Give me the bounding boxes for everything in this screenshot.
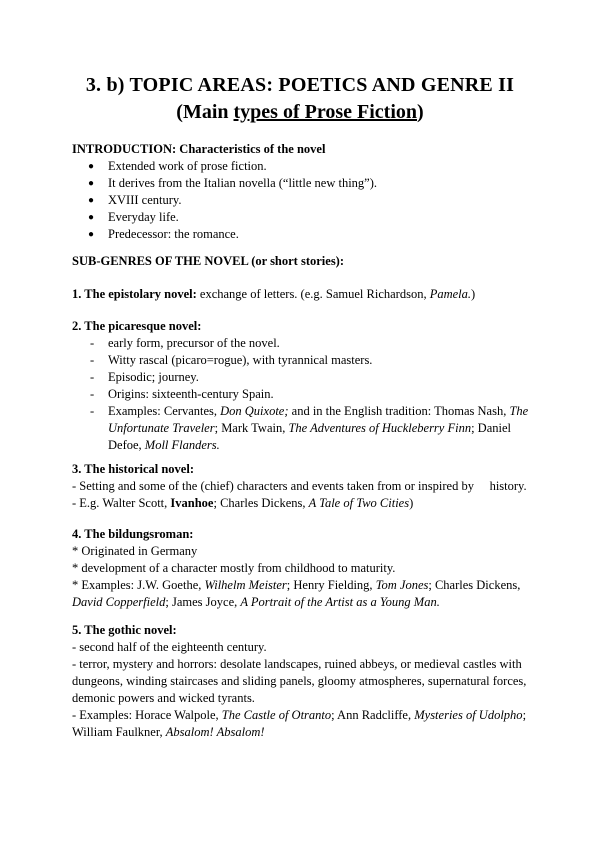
list-item: - Origins: sixteenth-century Spain. bbox=[72, 386, 528, 403]
gothic-line-2: - terror, mystery and horrors: desolate landscapes, ruined abbeys, or medieval castles with bbox=[72, 657, 522, 671]
bildungsroman-line-2: * development of a character mostly from childhood to maturity. bbox=[72, 561, 396, 575]
bildungsroman-section bbox=[72, 526, 528, 611]
examples-line-2 bbox=[108, 420, 528, 437]
list-item: ● Everyday life. bbox=[72, 209, 528, 226]
gothic-line-1: - second half of the eighteenth century. bbox=[72, 640, 267, 654]
historical-heading: 3. The historical novel: bbox=[72, 462, 194, 476]
gothic-section bbox=[72, 622, 528, 741]
historical-section bbox=[72, 461, 528, 512]
text: ; Mark Twain, bbox=[214, 421, 289, 435]
list-item bbox=[72, 403, 528, 454]
list-item: ● Extended work of prose fiction. bbox=[72, 158, 528, 175]
gothic-line-4: demonic powers and wicked tyrants. bbox=[72, 691, 255, 705]
text: William Faulkner, bbox=[72, 725, 166, 739]
text: ; Ann Radcliffe, bbox=[331, 708, 415, 722]
subtitle-open: (Main bbox=[176, 101, 234, 123]
work-title: Unfortunate Traveler bbox=[108, 421, 215, 435]
text: ) bbox=[409, 496, 414, 510]
subtitle-close: ) bbox=[417, 101, 424, 123]
work-title: Wilhelm Meister bbox=[204, 578, 287, 592]
text: ; Charles Dickens, bbox=[213, 496, 309, 510]
text: - Examples: Horace Walpole, bbox=[72, 708, 222, 722]
bildungsroman-heading: 4. The bildungsroman: bbox=[72, 527, 194, 541]
gothic-line-3: dungeons, winding staircases and sliding panels, gloomy atmospheres, supernatural forces, bbox=[72, 674, 527, 688]
work-title: Mysteries of Udolpho bbox=[414, 708, 523, 722]
text: ; Charles Dickens, bbox=[428, 578, 521, 592]
text: ; James Joyce, bbox=[165, 595, 241, 609]
text: and in the English tradition: Thomas Nash, bbox=[288, 404, 510, 418]
text: ; Daniel bbox=[471, 421, 511, 435]
historical-line-1: - Setting and some of the (chief) characters and events taken from or inspired by history. bbox=[72, 479, 527, 493]
work-title: Tom Jones bbox=[375, 578, 429, 592]
picaresque-heading: 2. The picaresque novel: bbox=[72, 319, 202, 333]
epistolary-close: ) bbox=[471, 287, 476, 301]
subtitle-underlined: types of Prose Fiction bbox=[233, 101, 418, 123]
gothic-examples-1 bbox=[72, 707, 528, 724]
picaresque-list bbox=[72, 335, 528, 454]
epistolary-heading: 1. The epistolary novel: bbox=[72, 287, 197, 301]
work-title: David Copperfield bbox=[72, 595, 166, 609]
gothic-examples-2 bbox=[72, 724, 528, 741]
work-title: A Portrait of the Artist as a Young Man. bbox=[240, 595, 440, 609]
work-title: Don Quixote; bbox=[220, 404, 289, 418]
examples-line-3 bbox=[108, 437, 528, 454]
subgenres-heading: SUB-GENRES OF THE NOVEL (or short stories): bbox=[72, 254, 345, 268]
work-title: The bbox=[509, 404, 529, 418]
epistolary-section bbox=[72, 286, 528, 303]
list-item: - early form, precursor of the novel. bbox=[72, 335, 528, 352]
work-title: Absalom! Absalom! bbox=[165, 725, 265, 739]
bildungsroman-line-1: * Originated in Germany bbox=[72, 544, 198, 558]
page-subtitle bbox=[0, 101, 600, 124]
text: * Examples: J.W. Goethe, bbox=[72, 578, 205, 592]
intro-list bbox=[72, 158, 528, 243]
intro-section bbox=[72, 141, 528, 243]
list-item: ● XVIII century. bbox=[72, 192, 528, 209]
epistolary-work: Pamela. bbox=[429, 287, 472, 301]
intro-heading: INTRODUCTION: Characteristics of the novel bbox=[72, 142, 326, 156]
historical-line-2 bbox=[72, 495, 528, 512]
list-item: - Episodic; journey. bbox=[72, 369, 528, 386]
list-item: ● It derives from the Italian novella (“little new thing”). bbox=[72, 175, 528, 192]
picaresque-section bbox=[72, 318, 528, 454]
work-title: Ivanhoe bbox=[170, 496, 214, 510]
text: ; bbox=[522, 708, 527, 722]
list-item: - Witty rascal (picaro=rogue), with tyrannical masters. bbox=[72, 352, 528, 369]
page-title: 3. b) TOPIC AREAS: POETICS AND GENRE II bbox=[85, 74, 515, 96]
bildungsroman-examples-1 bbox=[72, 577, 528, 594]
epistolary-text: exchange of letters. (e.g. Samuel Richardson, bbox=[196, 287, 430, 301]
text: - E.g. Walter Scott, bbox=[72, 496, 171, 510]
work-title: Moll Flanders. bbox=[144, 438, 220, 452]
work-title: A Tale of Two Cities bbox=[308, 496, 410, 510]
text: ; Henry Fielding, bbox=[286, 578, 376, 592]
examples-line-1 bbox=[108, 403, 528, 420]
work-title: The Castle of Otranto bbox=[221, 708, 332, 722]
work-title: The Adventures of Huckleberry Finn bbox=[288, 421, 472, 435]
text: Defoe, bbox=[108, 438, 145, 452]
text: Examples: Cervantes, bbox=[108, 404, 221, 418]
gothic-heading: 5. The gothic novel: bbox=[72, 623, 177, 637]
list-item: ● Predecessor: the romance. bbox=[72, 226, 528, 243]
bildungsroman-examples-2 bbox=[72, 594, 528, 611]
